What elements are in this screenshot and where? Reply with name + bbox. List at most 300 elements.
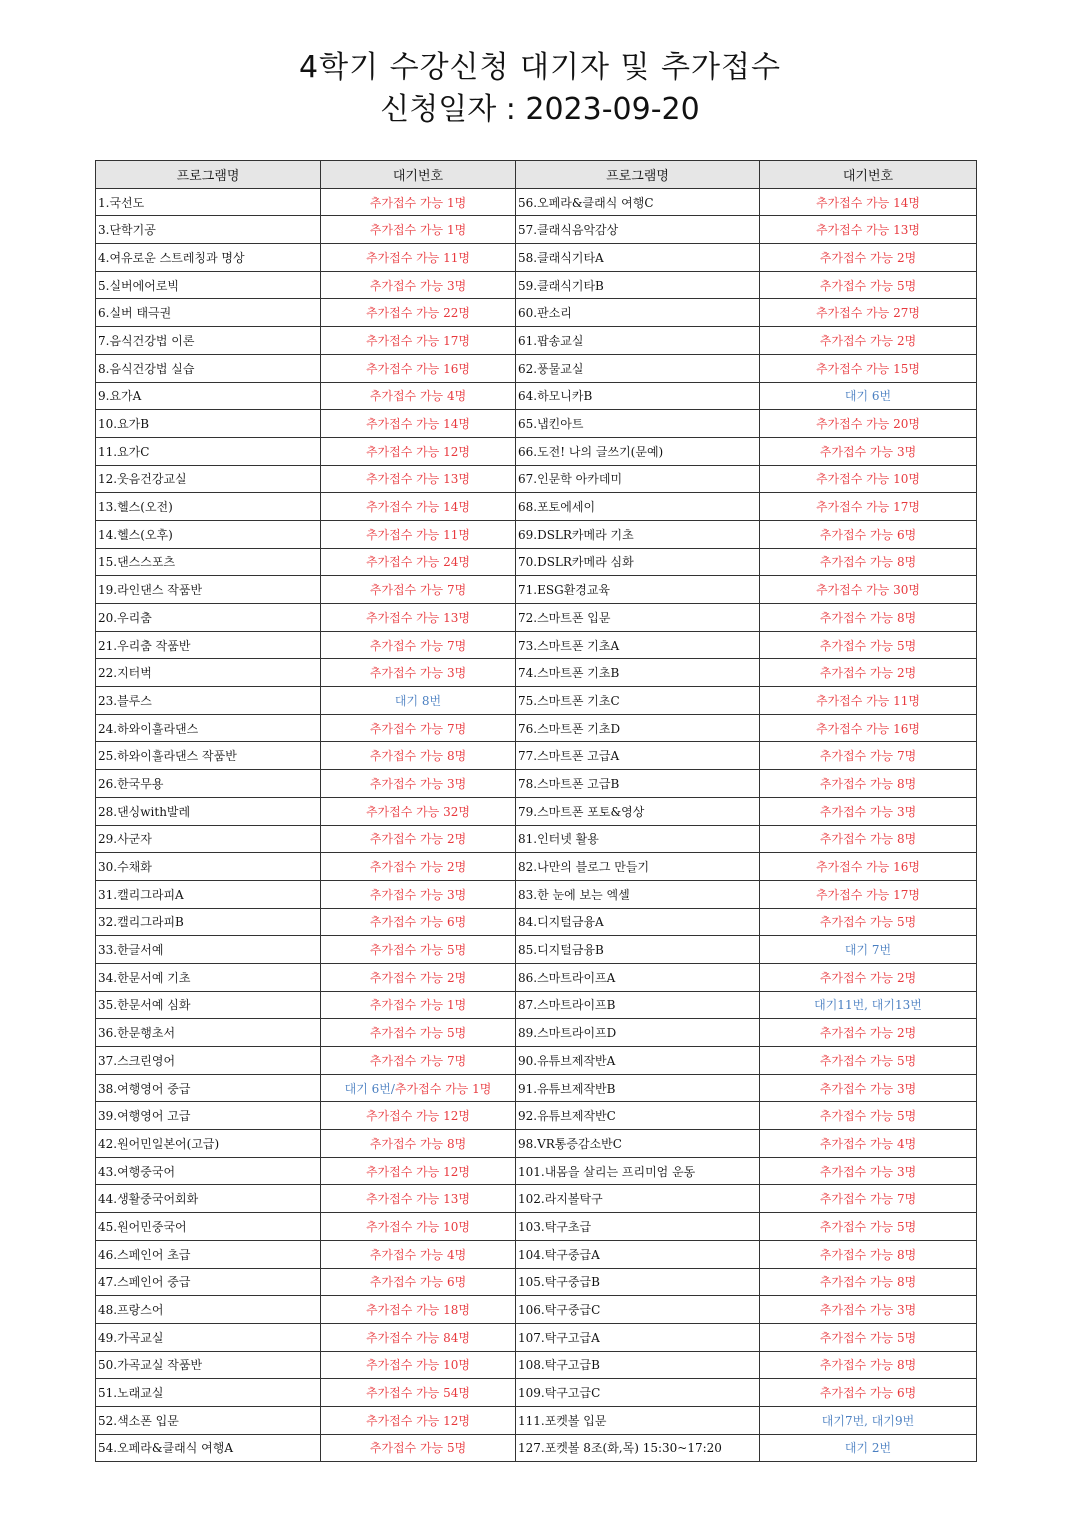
program-name-right: 61.팝송교실 (516, 327, 760, 355)
wait-status-left (321, 936, 516, 964)
program-name-left: 43.여행중국어 (96, 1157, 321, 1185)
wait-status-right (760, 437, 977, 465)
wait-status-right (760, 216, 977, 244)
table-row (96, 216, 977, 244)
program-name-left: 49.가곡교실 (96, 1323, 321, 1351)
program-name-left: 31.캘리그라피A (96, 880, 321, 908)
additional-openings: 추가접수 가능 8명 (369, 1136, 467, 1151)
additional-openings: 추가접수 가능 13명 (815, 223, 921, 238)
table-row (96, 1379, 977, 1407)
waitlist-number: 대기 7번 (844, 943, 892, 958)
table-row (96, 354, 977, 382)
application-date: 신청일자 : 2023-09-20 (380, 92, 700, 127)
program-name-left: 24.하와이훌라댄스 (96, 714, 321, 742)
wait-status-left (321, 1074, 516, 1102)
additional-openings: 추가접수 가능 14명 (815, 195, 921, 210)
program-name-right: 111.포켓볼 입문 (516, 1406, 760, 1434)
table-row (96, 1185, 977, 1213)
wait-status-left (321, 1296, 516, 1324)
table-row (96, 1213, 977, 1241)
wait-status-right (760, 354, 977, 382)
program-name-right: 71.ESG환경교육 (516, 576, 760, 604)
program-name-right: 127.포켓볼 8조(화,목) 15:30~17:20 (516, 1434, 760, 1462)
program-name-left: 35.한문서예 심화 (96, 991, 321, 1019)
additional-openings: 추가접수 가능 6명 (819, 527, 917, 542)
wait-status-right (760, 604, 977, 632)
wait-status-right (760, 1157, 977, 1185)
additional-openings: 추가접수 가능 8명 (819, 1247, 917, 1262)
program-name-left: 11.요가C (96, 437, 321, 465)
additional-openings: 추가접수 가능 24명 (365, 555, 471, 570)
additional-openings: 추가접수 가능 13명 (365, 472, 471, 487)
program-name-left: 38.여행영어 중급 (96, 1074, 321, 1102)
additional-openings: 추가접수 가능 7명 (369, 583, 467, 598)
table-row (96, 1240, 977, 1268)
wait-status-right (760, 1406, 977, 1434)
table-row (96, 714, 977, 742)
additional-openings: 추가접수 가능 17명 (815, 500, 921, 515)
wait-status-right (760, 687, 977, 715)
table-row (96, 1434, 977, 1462)
additional-openings: 추가접수 가능 54명 (365, 1386, 471, 1401)
table-row (96, 742, 977, 770)
wait-status-left (321, 354, 516, 382)
column-header-waitnum-right: 대기번호 (760, 161, 977, 189)
program-name-right: 76.스마트폰 기초D (516, 714, 760, 742)
table-row (96, 437, 977, 465)
wait-status-right (760, 991, 977, 1019)
wait-status-right (760, 1074, 977, 1102)
program-name-left: 12.웃음건강교실 (96, 465, 321, 493)
wait-status-left (321, 382, 516, 410)
additional-openings: 추가접수 가능 2명 (369, 832, 467, 847)
wait-status-right (760, 327, 977, 355)
additional-openings: 추가접수 가능 18명 (365, 1303, 471, 1318)
additional-openings: 추가접수 가능 2명 (819, 666, 917, 681)
wait-status-left (321, 742, 516, 770)
wait-status-right (760, 797, 977, 825)
wait-status-right (760, 465, 977, 493)
additional-openings: 추가접수 가능 20명 (815, 417, 921, 432)
additional-openings: 추가접수 가능 2명 (819, 333, 917, 348)
program-name-right: 105.탁구중급B (516, 1268, 760, 1296)
program-name-left: 34.한문서예 기초 (96, 963, 321, 991)
additional-openings: 추가접수 가능 3명 (819, 444, 917, 459)
wait-status-left (321, 465, 516, 493)
column-header-waitnum-left: 대기번호 (321, 161, 516, 189)
program-name-right: 85.디지털금융B (516, 936, 760, 964)
additional-openings: 추가접수 가능 1명 (394, 1081, 492, 1096)
additional-openings: 추가접수 가능 7명 (369, 721, 467, 736)
program-name-right: 74.스마트폰 기초B (516, 659, 760, 687)
wait-status-right (760, 520, 977, 548)
program-name-left: 21.우리춤 작품반 (96, 631, 321, 659)
program-name-right: 73.스마트폰 기초A (516, 631, 760, 659)
program-name-left: 47.스페인어 중급 (96, 1268, 321, 1296)
additional-openings: 추가접수 가능 1명 (369, 223, 467, 238)
wait-status-right (760, 1213, 977, 1241)
program-name-right: 86.스마트라이프A (516, 963, 760, 991)
program-name-right: 60.판소리 (516, 299, 760, 327)
wait-status-right (760, 1240, 977, 1268)
wait-status-right (760, 1047, 977, 1075)
additional-openings: 추가접수 가능 5명 (819, 278, 917, 293)
additional-openings: 추가접수 가능 8명 (369, 749, 467, 764)
wait-status-right (760, 299, 977, 327)
wait-status-left (321, 1268, 516, 1296)
waitlist-number: 대기 6번/ (344, 1081, 395, 1096)
table-row (96, 770, 977, 798)
table-row (96, 604, 977, 632)
wait-status-left (321, 520, 516, 548)
program-name-left: 14.헬스(오후) (96, 520, 321, 548)
program-name-right: 82.나만의 블로그 만들기 (516, 853, 760, 881)
additional-openings: 추가접수 가능 10명 (365, 1358, 471, 1373)
additional-openings: 추가접수 가능 17명 (815, 887, 921, 902)
program-name-left: 46.스페인어 초급 (96, 1240, 321, 1268)
additional-openings: 추가접수 가능 14명 (365, 500, 471, 515)
table-row (96, 936, 977, 964)
table-row (96, 797, 977, 825)
waitlist-number: 대기11번, 대기13번 (814, 998, 922, 1013)
program-name-left: 45.원어민중국어 (96, 1213, 321, 1241)
program-name-left: 22.지터벅 (96, 659, 321, 687)
additional-openings: 추가접수 가능 1명 (369, 195, 467, 210)
additional-openings: 추가접수 가능 11명 (365, 527, 471, 542)
additional-openings: 추가접수 가능 8명 (819, 610, 917, 625)
additional-openings: 추가접수 가능 11명 (815, 693, 921, 708)
additional-openings: 추가접수 가능 12명 (365, 1164, 471, 1179)
table-row (96, 1351, 977, 1379)
additional-openings: 추가접수 가능 8명 (819, 555, 917, 570)
wait-status-right (760, 548, 977, 576)
wait-status-right (760, 188, 977, 216)
table-row (96, 548, 977, 576)
wait-status-left (321, 825, 516, 853)
program-name-right: 103.탁구초급 (516, 1213, 760, 1241)
table-row (96, 1019, 977, 1047)
program-name-left: 8.음식건강법 실습 (96, 354, 321, 382)
program-name-right: 81.인터넷 활용 (516, 825, 760, 853)
additional-openings: 추가접수 가능 13명 (365, 610, 471, 625)
program-name-right: 67.인문학 아카데미 (516, 465, 760, 493)
wait-status-left (321, 631, 516, 659)
wait-status-left (321, 1047, 516, 1075)
wait-status-left (321, 548, 516, 576)
table-row (96, 1074, 977, 1102)
wait-status-left (321, 1323, 516, 1351)
additional-openings: 추가접수 가능 16명 (815, 860, 921, 875)
wait-status-right (760, 244, 977, 272)
wait-status-right (760, 770, 977, 798)
wait-status-right (760, 382, 977, 410)
wait-status-left (321, 244, 516, 272)
program-name-left: 37.스크린영어 (96, 1047, 321, 1075)
program-name-left: 5.실버에어로빅 (96, 271, 321, 299)
additional-openings: 추가접수 가능 10명 (815, 472, 921, 487)
program-name-left: 23.블루스 (96, 687, 321, 715)
additional-openings: 추가접수 가능 7명 (369, 638, 467, 653)
program-name-left: 9.요가A (96, 382, 321, 410)
additional-openings: 추가접수 가능 8명 (819, 776, 917, 791)
table-row (96, 825, 977, 853)
wait-status-right (760, 1351, 977, 1379)
program-name-right: 84.디지털금융A (516, 908, 760, 936)
program-name-left: 42.원어민일본어(고급) (96, 1130, 321, 1158)
waitlist-number: 대기7번, 대기9번 (821, 1413, 915, 1428)
additional-openings: 추가접수 가능 5명 (369, 1441, 467, 1456)
additional-openings: 추가접수 가능 6명 (369, 1275, 467, 1290)
additional-openings: 추가접수 가능 7명 (369, 1053, 467, 1068)
program-name-right: 90.유튜브제작반A (516, 1047, 760, 1075)
wait-status-right (760, 1296, 977, 1324)
wait-status-left (321, 1130, 516, 1158)
wait-status-right (760, 576, 977, 604)
wait-status-left (321, 770, 516, 798)
program-name-left: 30.수채화 (96, 853, 321, 881)
table-row (96, 1102, 977, 1130)
table-row (96, 1130, 977, 1158)
program-name-left: 32.캘리그라피B (96, 908, 321, 936)
wait-status-right (760, 908, 977, 936)
additional-openings: 추가접수 가능 4명 (369, 389, 467, 404)
additional-openings: 추가접수 가능 3명 (369, 278, 467, 293)
additional-openings: 추가접수 가능 22명 (365, 306, 471, 321)
additional-openings: 추가접수 가능 14명 (365, 417, 471, 432)
program-name-right: 64.하모니카B (516, 382, 760, 410)
additional-openings: 추가접수 가능 2명 (369, 970, 467, 985)
program-name-left: 1.국선도 (96, 188, 321, 216)
wait-status-left (321, 1157, 516, 1185)
program-name-left: 3.단학기공 (96, 216, 321, 244)
wait-status-left (321, 908, 516, 936)
additional-openings: 추가접수 가능 3명 (819, 804, 917, 819)
waitlist-number: 대기 8번 (394, 693, 442, 708)
table-row (96, 853, 977, 881)
wait-status-right (760, 714, 977, 742)
program-name-right: 83.한 눈에 보는 엑셀 (516, 880, 760, 908)
program-name-right: 72.스마트폰 입문 (516, 604, 760, 632)
additional-openings: 추가접수 가능 32명 (365, 804, 471, 819)
program-name-left: 10.요가B (96, 410, 321, 438)
program-name-left: 15.댄스스포츠 (96, 548, 321, 576)
program-name-left: 50.가곡교실 작품반 (96, 1351, 321, 1379)
table-row (96, 382, 977, 410)
wait-status-right (760, 1268, 977, 1296)
program-name-right: 91.유튜브제작반B (516, 1074, 760, 1102)
wait-status-right (760, 493, 977, 521)
additional-openings: 추가접수 가능 2명 (819, 1026, 917, 1041)
program-name-left: 26.한국무용 (96, 770, 321, 798)
wait-status-left (321, 1240, 516, 1268)
program-name-right: 57.클래식음악감상 (516, 216, 760, 244)
wait-status-left (321, 1019, 516, 1047)
program-name-left: 19.라인댄스 작품반 (96, 576, 321, 604)
program-name-right: 89.스마트라이프D (516, 1019, 760, 1047)
additional-openings: 추가접수 가능 3명 (819, 1164, 917, 1179)
additional-openings: 추가접수 가능 3명 (819, 1303, 917, 1318)
wait-status-left (321, 1351, 516, 1379)
program-name-left: 28.댄싱with발레 (96, 797, 321, 825)
program-name-right: 79.스마트폰 포토&영상 (516, 797, 760, 825)
table-header-row (96, 161, 977, 189)
table-row (96, 410, 977, 438)
additional-openings: 추가접수 가능 8명 (819, 1275, 917, 1290)
program-name-left: 20.우리춤 (96, 604, 321, 632)
program-name-right: 108.탁구고급B (516, 1351, 760, 1379)
table-row (96, 493, 977, 521)
additional-openings: 추가접수 가능 5명 (819, 1330, 917, 1345)
table-body (96, 188, 977, 1462)
program-name-right: 68.포토에세이 (516, 493, 760, 521)
additional-openings: 추가접수 가능 3명 (369, 887, 467, 902)
wait-status-left (321, 576, 516, 604)
additional-openings: 추가접수 가능 17명 (365, 333, 471, 348)
table-row (96, 520, 977, 548)
additional-openings: 추가접수 가능 11명 (365, 250, 471, 265)
wait-status-left (321, 1185, 516, 1213)
program-name-left: 4.여유로운 스트레칭과 명상 (96, 244, 321, 272)
waitlist-number: 대기 6번 (844, 389, 892, 404)
wait-status-left (321, 1213, 516, 1241)
additional-openings: 추가접수 가능 5명 (819, 1053, 917, 1068)
program-name-right: 56.오페라&클래식 여행C (516, 188, 760, 216)
column-header-program-left: 프로그램명 (96, 161, 321, 189)
program-name-left: 39.여행영어 고급 (96, 1102, 321, 1130)
additional-openings: 추가접수 가능 16명 (815, 721, 921, 736)
program-name-right: 92.유튜브제작반C (516, 1102, 760, 1130)
wait-status-right (760, 936, 977, 964)
additional-openings: 추가접수 가능 10명 (365, 1219, 471, 1234)
wait-status-right (760, 1434, 977, 1462)
program-name-left: 13.헬스(오전) (96, 493, 321, 521)
wait-status-left (321, 853, 516, 881)
additional-openings: 추가접수 가능 5명 (819, 638, 917, 653)
table-row (96, 299, 977, 327)
program-name-left: 6.실버 태극권 (96, 299, 321, 327)
wait-status-left (321, 299, 516, 327)
program-name-right: 62.풍물교실 (516, 354, 760, 382)
table-row (96, 991, 977, 1019)
wait-status-right (760, 742, 977, 770)
table-row (96, 1323, 977, 1351)
additional-openings: 추가접수 가능 27명 (815, 306, 921, 321)
program-name-right: 98.VR통증감소반C (516, 1130, 760, 1158)
program-name-right: 104.탁구중급A (516, 1240, 760, 1268)
program-name-right: 58.클래식기타A (516, 244, 760, 272)
wait-status-right (760, 1130, 977, 1158)
wait-status-left (321, 437, 516, 465)
program-name-left: 48.프랑스어 (96, 1296, 321, 1324)
program-name-left: 51.노래교실 (96, 1379, 321, 1407)
program-name-left: 52.색소폰 입문 (96, 1406, 321, 1434)
additional-openings: 추가접수 가능 3명 (819, 1081, 917, 1096)
table-row (96, 908, 977, 936)
page-title: 4학기 수강신청 대기자 및 추가접수 (299, 50, 781, 85)
table-row (96, 327, 977, 355)
wait-status-right (760, 271, 977, 299)
wait-status-left (321, 880, 516, 908)
additional-openings: 추가접수 가능 5명 (819, 1219, 917, 1234)
additional-openings: 추가접수 가능 13명 (365, 1192, 471, 1207)
program-name-right: 75.스마트폰 기초C (516, 687, 760, 715)
wait-status-left (321, 963, 516, 991)
program-name-right: 77.스마트폰 고급A (516, 742, 760, 770)
wait-status-left (321, 604, 516, 632)
wait-status-left (321, 410, 516, 438)
wait-status-right (760, 1102, 977, 1130)
wait-status-right (760, 1379, 977, 1407)
program-name-right: 87.스마트라이프B (516, 991, 760, 1019)
table-row (96, 576, 977, 604)
program-name-right: 101.내몸을 살리는 프리미엄 운동 (516, 1157, 760, 1185)
program-name-left: 7.음식건강법 이론 (96, 327, 321, 355)
wait-status-left (321, 687, 516, 715)
table-row (96, 659, 977, 687)
program-name-right: 109.탁구고급C (516, 1379, 760, 1407)
additional-openings: 추가접수 가능 2명 (819, 970, 917, 985)
additional-openings: 추가접수 가능 7명 (819, 1192, 917, 1207)
program-name-right: 78.스마트폰 고급B (516, 770, 760, 798)
table-row (96, 880, 977, 908)
additional-openings: 추가접수 가능 5명 (819, 915, 917, 930)
table-row (96, 1157, 977, 1185)
program-name-left: 36.한문행초서 (96, 1019, 321, 1047)
additional-openings: 추가접수 가능 4명 (819, 1136, 917, 1151)
wait-status-right (760, 1019, 977, 1047)
table-row (96, 465, 977, 493)
wait-status-left (321, 659, 516, 687)
table-row (96, 1047, 977, 1075)
program-name-right: 70.DSLR카메라 심화 (516, 548, 760, 576)
table-row (96, 271, 977, 299)
program-name-right: 102.라지볼탁구 (516, 1185, 760, 1213)
additional-openings: 추가접수 가능 84명 (365, 1330, 471, 1345)
program-name-right: 106.탁구중급C (516, 1296, 760, 1324)
additional-openings: 추가접수 가능 7명 (819, 749, 917, 764)
program-name-right: 59.클래식기타B (516, 271, 760, 299)
additional-openings: 추가접수 가능 4명 (369, 1247, 467, 1262)
wait-status-left (321, 327, 516, 355)
additional-openings: 추가접수 가능 2명 (819, 250, 917, 265)
wait-status-right (760, 825, 977, 853)
waitlist-table (95, 160, 977, 1462)
table-row (96, 631, 977, 659)
program-name-left: 29.사군자 (96, 825, 321, 853)
additional-openings: 추가접수 가능 5명 (369, 943, 467, 958)
wait-status-left (321, 1406, 516, 1434)
program-name-left: 25.하와이훌라댄스 작품반 (96, 742, 321, 770)
additional-openings: 추가접수 가능 1명 (369, 998, 467, 1013)
wait-status-right (760, 631, 977, 659)
additional-openings: 추가접수 가능 5명 (369, 1026, 467, 1041)
wait-status-right (760, 410, 977, 438)
wait-status-left (321, 1379, 516, 1407)
wait-status-left (321, 1434, 516, 1462)
additional-openings: 추가접수 가능 5명 (819, 1109, 917, 1124)
table-row (96, 1268, 977, 1296)
additional-openings: 추가접수 가능 6명 (819, 1386, 917, 1401)
wait-status-left (321, 714, 516, 742)
wait-status-left (321, 991, 516, 1019)
program-name-right: 107.탁구고급A (516, 1323, 760, 1351)
wait-status-left (321, 797, 516, 825)
table-row (96, 1406, 977, 1434)
waitlist-number: 대기 2번 (844, 1441, 892, 1456)
additional-openings: 추가접수 가능 6명 (369, 915, 467, 930)
additional-openings: 추가접수 가능 8명 (819, 832, 917, 847)
wait-status-left (321, 493, 516, 521)
